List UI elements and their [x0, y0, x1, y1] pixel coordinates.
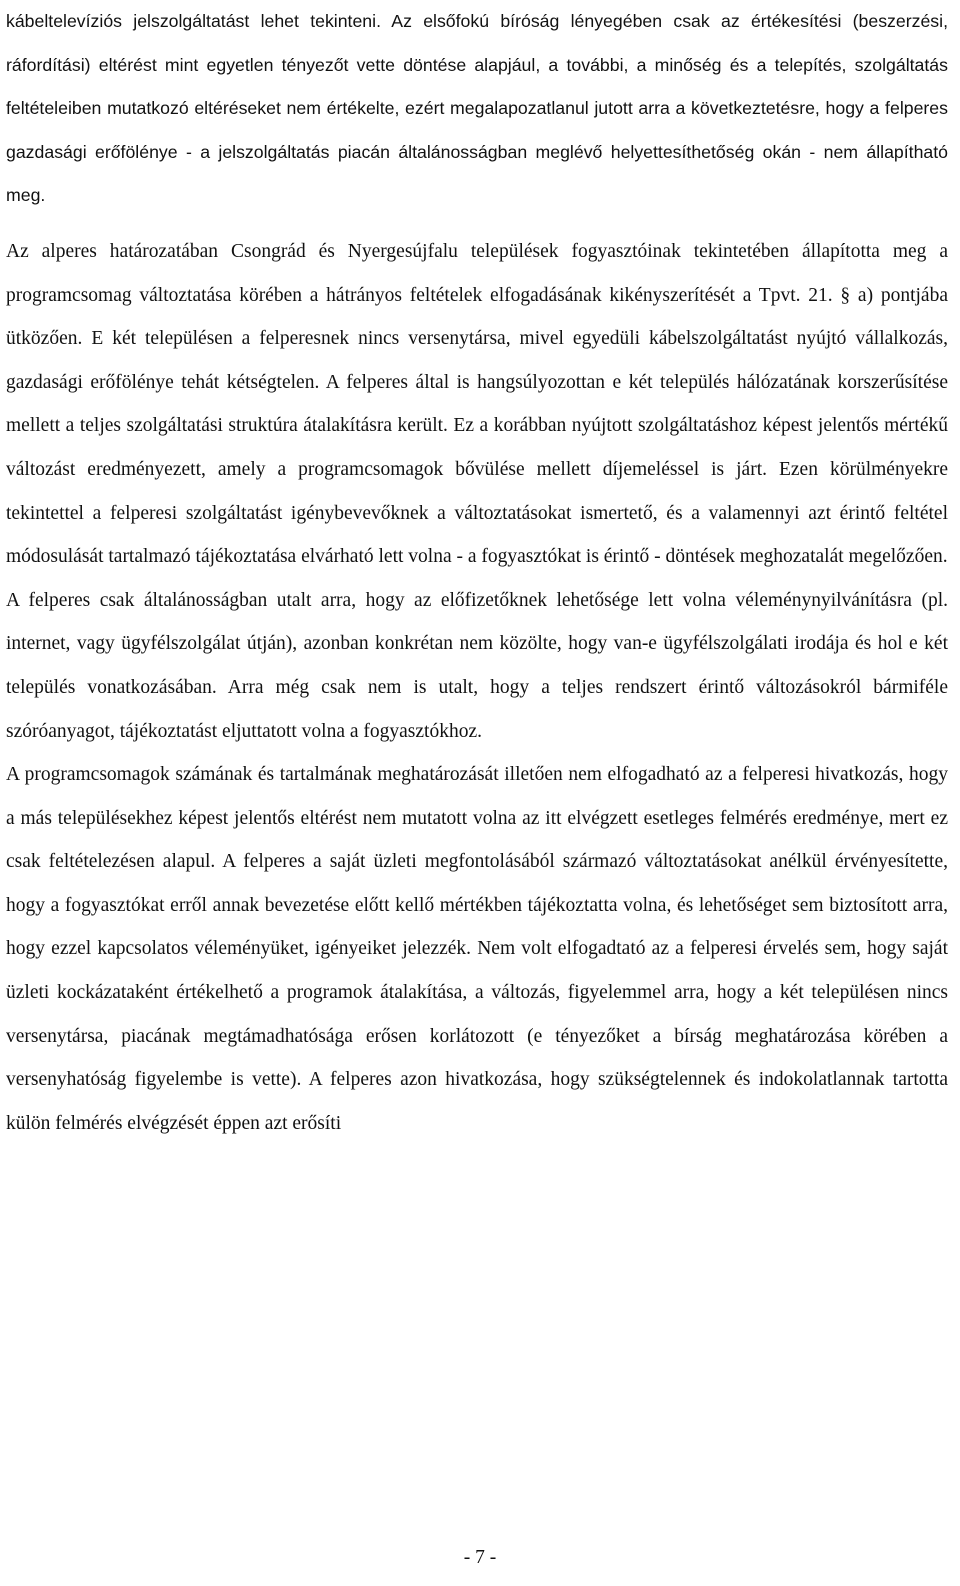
paragraph-2: Az alperes határozatában Csongrád és Nyergesújfalu települések fogyasztóinak tekintetében állapította meg a programcsomag változtatása körében a hátrányos feltételek elfogadásának kikényszerítését a Tpvt. 21. § a) pontjába ütközően. E két településen a felperesnek nincs versenytársa, mivel egyedüli kábelszolgáltatást nyújtó vállalkozás, gazdasági erőfölénye tehát kétségtelen. A felperes által is hangsúlyozottan e két település hálózatának korszerűsítése mellett a teljes szolgáltatási struktúra átalakításra került. Ez a korábban nyújtott szolgáltatáshoz képest jelentős mértékű változást eredményezett, amely a programcsomagok bővülése mellett díjemeléssel is járt. Ezen körülményekre tekintettel a felperesi szolgáltatást igénybevevőknek a változtatásokat ismertető, és a valamennyi azt érintő feltétel módosulását tartalmazó tájékoztatása elvárható lett volna - a fogyasztókat is érintő - döntések meghozatalát megelőzően.	[6, 240, 948, 568]
paragraph-4: A programcsomagok számának és tartalmának meghatározását illetően nem elfogadható az a felperesi hivatkozás, hogy a más településekhez képest jelentős eltérést nem mutatott volna az itt elvégzett esetleges felmérés eredménye, mert ez csak feltételezésen alapul. A felperes a saját üzleti megfontolásából származó változtatásokat anélkül érvényesítette, hogy a fogyasztókat erről annak bevezetése előtt kellő mértékben tájékoztatta volna, és lehetőséget sem biztosított arra, hogy ezzel kapcsolatos véleményüket, igényeiket jelezzék. Nem volt elfogadtató az a felperesi érvelés sem, hogy saját üzleti kockázataként értékelhető a programok átalakítása, a változás, figyelemmel arra, hogy a két településen nincs versenytársa, piacának megtámadhatósága erősen korlátozott (e tényezőket a bírság meghatározása körében a versenyhatóság figyelembe is vette). A felperes azon hivatkozása, hogy szükségtelennek és indokolatlannak tartotta külön felmérés elvégzését éppen azt erősíti	[6, 764, 948, 1134]
paragraph-3: A felperes csak általánosságban utalt arra, hogy az előfizetőknek lehetősége lett volna véleménynyilvánításra (pl. internet, vagy ügyfélszolgálat útján), azonban konkrétan nem közölte, hogy van-e ügyfélszolgálati irodája és hol e két település vonatkozásában. Arra még csak nem is utalt, hogy a teljes rendszert érintő változásokról bármiféle szóróanyagot, tájékoztatást eljuttatott volna a fogyasztókhoz.	[6, 589, 948, 742]
page-number: - 7 -	[463, 1547, 497, 1568]
document-page	[6, 0, 948, 1145]
paragraph-1: kábeltelevíziós jelszolgáltatást lehet tekinteni. Az elsőfokú bíróság lényegében csak az értékesítési (beszerzési, ráfordítási) eltérést mint egyetlen tényezőt vette döntése alapjául, a további, a minőség és a telepítés, szolgáltatás feltételeiben mutatkozó eltéréseket nem értékelte, ezért megalapozatlanul jutott arra a következtetésre, hogy a felperes gazdasági erőfölénye - a jelszolgáltatás piacán általánosságban meglévő helyettesíthetőség okán - nem állapítható meg.	[6, 11, 948, 206]
